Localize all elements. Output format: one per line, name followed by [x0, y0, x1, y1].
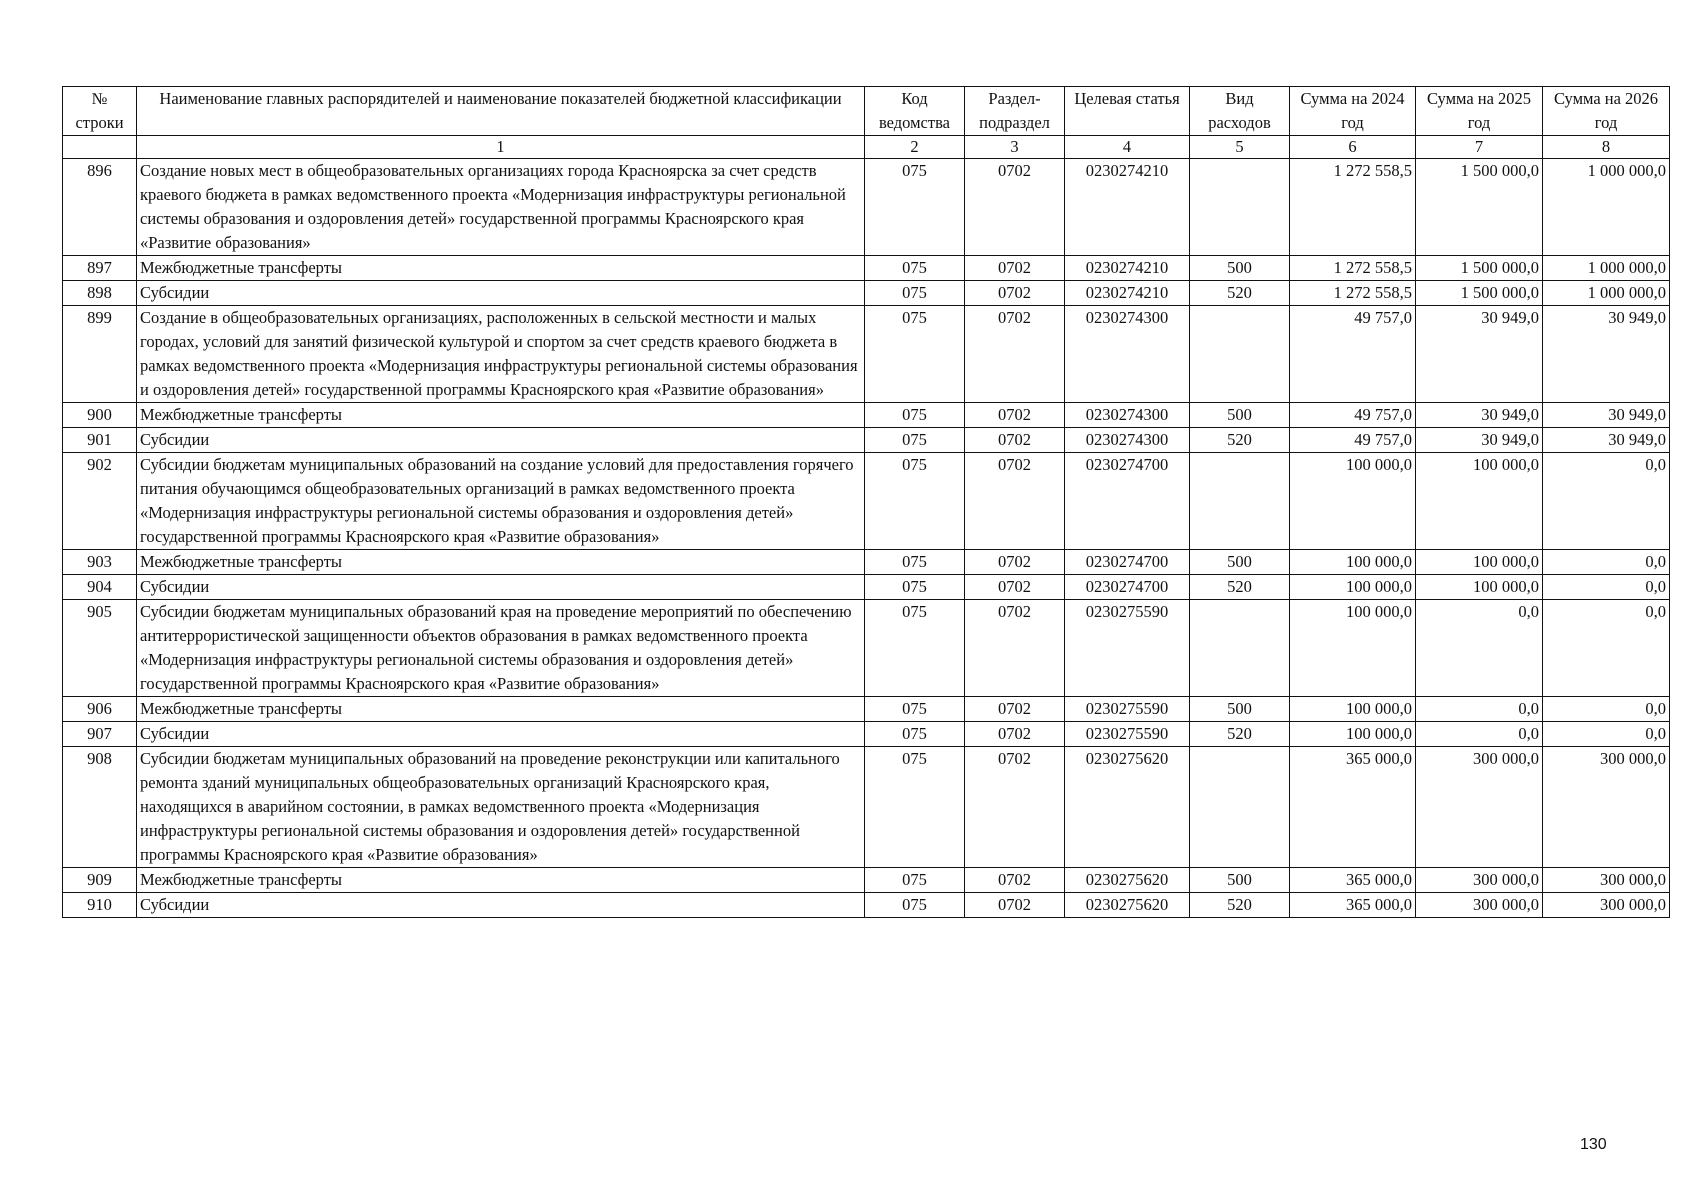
row-name: Межбюджетные трансферты: [137, 697, 865, 722]
header-row: [63, 87, 1670, 136]
row-expense-kind: 520: [1190, 575, 1290, 600]
row-name: Субсидии бюджетам муниципальных образований на проведение реконструкции или капитального ремонта зданий муниципальных общеобразовательных организаций Красноярского края, находящихся в аварийном состоянии, в рамках ведомственного проекта «Модернизация инфраструктуры региональной системы образования и оздоровления детей» государственной программы Красноярского края «Развитие образования»: [137, 747, 865, 868]
row-expense-kind: [1190, 306, 1290, 403]
row-target-article: 0230274300: [1065, 306, 1190, 403]
row-target-article: 0230275620: [1065, 868, 1190, 893]
row-sum-2025: 0,0: [1416, 697, 1543, 722]
row-expense-kind: 520: [1190, 281, 1290, 306]
column-index: [63, 136, 137, 159]
row-name: Субсидии: [137, 893, 865, 918]
row-target-article: 0230275590: [1065, 722, 1190, 747]
row-name: Субсидии бюджетам муниципальных образований края на проведение мероприятий по обеспечению антитеррористической защищенности объектов образования в рамках ведомственного проекта «Модернизация инфраструктуры региональной системы образования и оздоровления детей» государственной программы Красноярского края «Развитие образования»: [137, 600, 865, 697]
budget-table: [62, 86, 1670, 918]
row-sum-2025: 100 000,0: [1416, 453, 1543, 550]
row-target-article: 0230274700: [1065, 550, 1190, 575]
table-body: [63, 159, 1670, 918]
row-sum-2025: 30 949,0: [1416, 403, 1543, 428]
row-section-code: 0702: [965, 256, 1065, 281]
row-department-code: 075: [865, 868, 965, 893]
row-sum-2025: 0,0: [1416, 600, 1543, 697]
row-expense-kind: [1190, 747, 1290, 868]
row-number: 903: [63, 550, 137, 575]
row-expense-kind: 520: [1190, 722, 1290, 747]
column-index: 7: [1416, 136, 1543, 159]
table-row: [63, 550, 1670, 575]
row-sum-2025: 300 000,0: [1416, 747, 1543, 868]
row-sum-2024: 1 272 558,5: [1290, 159, 1416, 256]
row-sum-2024: 365 000,0: [1290, 868, 1416, 893]
row-sum-2025: 1 500 000,0: [1416, 281, 1543, 306]
row-number: 909: [63, 868, 137, 893]
row-target-article: 0230275590: [1065, 600, 1190, 697]
row-expense-kind: 500: [1190, 697, 1290, 722]
row-name: Субсидии бюджетам муниципальных образований на создание условий для предоставления горячего питания обучающимся общеобразовательных организаций в рамках ведомственного проекта «Модернизация инфраструктуры региональной системы образования и оздоровления детей» государственной программы Красноярского края «Развитие образования»: [137, 453, 865, 550]
column-index: 4: [1065, 136, 1190, 159]
row-target-article: 0230274700: [1065, 575, 1190, 600]
row-section-code: 0702: [965, 281, 1065, 306]
row-sum-2026: 30 949,0: [1543, 403, 1670, 428]
row-sum-2024: 365 000,0: [1290, 893, 1416, 918]
row-sum-2026: 0,0: [1543, 697, 1670, 722]
table-row: [63, 159, 1670, 256]
row-section-code: 0702: [965, 453, 1065, 550]
row-sum-2024: 100 000,0: [1290, 550, 1416, 575]
row-sum-2024: 49 757,0: [1290, 403, 1416, 428]
row-sum-2025: 100 000,0: [1416, 575, 1543, 600]
row-sum-2026: 1 000 000,0: [1543, 281, 1670, 306]
row-target-article: 0230274300: [1065, 428, 1190, 453]
row-sum-2024: 49 757,0: [1290, 428, 1416, 453]
row-sum-2024: 49 757,0: [1290, 306, 1416, 403]
row-sum-2024: 100 000,0: [1290, 722, 1416, 747]
row-name: Создание новых мест в общеобразовательных организациях города Красноярска за счет средств краевого бюджета в рамках ведомственного проекта «Модернизация инфраструктуры региональной системы образования и оздоровления детей» государственной программы Красноярского края «Развитие образования»: [137, 159, 865, 256]
row-department-code: 075: [865, 403, 965, 428]
table-row: [63, 697, 1670, 722]
row-section-code: 0702: [965, 868, 1065, 893]
row-name: Межбюджетные трансферты: [137, 256, 865, 281]
header-sum-2025: Сумма на 2025 год: [1416, 87, 1543, 136]
column-index: 6: [1290, 136, 1416, 159]
row-sum-2024: 365 000,0: [1290, 747, 1416, 868]
table-row: [63, 306, 1670, 403]
row-section-code: 0702: [965, 722, 1065, 747]
row-sum-2026: 0,0: [1543, 575, 1670, 600]
row-sum-2026: 30 949,0: [1543, 306, 1670, 403]
row-department-code: 075: [865, 893, 965, 918]
row-expense-kind: [1190, 600, 1290, 697]
row-sum-2025: 30 949,0: [1416, 306, 1543, 403]
row-sum-2026: 0,0: [1543, 600, 1670, 697]
header-num: № строки: [63, 87, 137, 136]
table-row: [63, 747, 1670, 868]
row-department-code: 075: [865, 256, 965, 281]
row-sum-2026: 0,0: [1543, 550, 1670, 575]
row-name: Межбюджетные трансферты: [137, 403, 865, 428]
row-section-code: 0702: [965, 428, 1065, 453]
header-sum-2026: Сумма на 2026 год: [1543, 87, 1670, 136]
header-code: Код ведомства: [865, 87, 965, 136]
row-sum-2026: 0,0: [1543, 722, 1670, 747]
header-target: Целевая статья: [1065, 87, 1190, 136]
row-sum-2026: 30 949,0: [1543, 428, 1670, 453]
row-number: 896: [63, 159, 137, 256]
row-department-code: 075: [865, 722, 965, 747]
row-section-code: 0702: [965, 697, 1065, 722]
row-number: 905: [63, 600, 137, 697]
row-department-code: 075: [865, 453, 965, 550]
row-number: 898: [63, 281, 137, 306]
row-department-code: 075: [865, 281, 965, 306]
row-expense-kind: 500: [1190, 403, 1290, 428]
row-target-article: 0230274700: [1065, 453, 1190, 550]
row-expense-kind: 500: [1190, 868, 1290, 893]
table-row: [63, 428, 1670, 453]
row-department-code: 075: [865, 600, 965, 697]
table-row: [63, 403, 1670, 428]
table-row: [63, 722, 1670, 747]
column-index: 2: [865, 136, 965, 159]
table-row: [63, 575, 1670, 600]
row-department-code: 075: [865, 747, 965, 868]
row-name: Межбюджетные трансферты: [137, 550, 865, 575]
row-section-code: 0702: [965, 600, 1065, 697]
row-department-code: 075: [865, 697, 965, 722]
row-department-code: 075: [865, 550, 965, 575]
row-department-code: 075: [865, 159, 965, 256]
row-section-code: 0702: [965, 575, 1065, 600]
row-department-code: 075: [865, 306, 965, 403]
row-sum-2025: 1 500 000,0: [1416, 159, 1543, 256]
row-expense-kind: 520: [1190, 428, 1290, 453]
table-row: [63, 893, 1670, 918]
row-sum-2024: 1 272 558,5: [1290, 281, 1416, 306]
row-name: Субсидии: [137, 722, 865, 747]
row-expense-kind: 520: [1190, 893, 1290, 918]
row-sum-2024: 100 000,0: [1290, 575, 1416, 600]
row-section-code: 0702: [965, 550, 1065, 575]
column-index: 3: [965, 136, 1065, 159]
row-target-article: 0230274210: [1065, 281, 1190, 306]
column-index-row: [63, 136, 1670, 159]
row-sum-2024: 100 000,0: [1290, 600, 1416, 697]
row-number: 902: [63, 453, 137, 550]
row-number: 899: [63, 306, 137, 403]
row-sum-2026: 1 000 000,0: [1543, 256, 1670, 281]
row-name: Межбюджетные трансферты: [137, 868, 865, 893]
row-department-code: 075: [865, 428, 965, 453]
header-name: Наименование главных распорядителей и наименование показателей бюджетной классификации: [137, 87, 865, 136]
row-sum-2025: 30 949,0: [1416, 428, 1543, 453]
row-number: 906: [63, 697, 137, 722]
page-number: 130: [1580, 1136, 1607, 1153]
row-expense-kind: 500: [1190, 550, 1290, 575]
table-row: [63, 868, 1670, 893]
header-kind: Вид расходов: [1190, 87, 1290, 136]
row-name: Субсидии: [137, 575, 865, 600]
row-expense-kind: [1190, 453, 1290, 550]
row-sum-2024: 100 000,0: [1290, 697, 1416, 722]
row-name: Создание в общеобразовательных организациях, расположенных в сельской местности и малых городах, условий для занятий физической культурой и спортом за счет средств краевого бюджета в рамках ведомственного проекта «Модернизация инфраструктуры региональной системы образования и оздоровления детей» государственной программы Красноярского края «Развитие образования»: [137, 306, 865, 403]
row-target-article: 0230274210: [1065, 256, 1190, 281]
row-section-code: 0702: [965, 747, 1065, 868]
row-number: 908: [63, 747, 137, 868]
row-number: 897: [63, 256, 137, 281]
row-target-article: 0230274300: [1065, 403, 1190, 428]
row-number: 907: [63, 722, 137, 747]
row-sum-2025: 100 000,0: [1416, 550, 1543, 575]
row-sum-2025: 0,0: [1416, 722, 1543, 747]
row-sum-2024: 100 000,0: [1290, 453, 1416, 550]
row-expense-kind: [1190, 159, 1290, 256]
row-target-article: 0230275590: [1065, 697, 1190, 722]
row-department-code: 075: [865, 575, 965, 600]
row-sum-2025: 300 000,0: [1416, 893, 1543, 918]
row-number: 901: [63, 428, 137, 453]
row-expense-kind: 500: [1190, 256, 1290, 281]
row-name: Субсидии: [137, 428, 865, 453]
row-name: Субсидии: [137, 281, 865, 306]
row-sum-2024: 1 272 558,5: [1290, 256, 1416, 281]
header-sum-2024: Сумма на 2024 год: [1290, 87, 1416, 136]
row-sum-2026: 0,0: [1543, 453, 1670, 550]
column-index: 1: [137, 136, 865, 159]
row-sum-2026: 300 000,0: [1543, 747, 1670, 868]
row-number: 910: [63, 893, 137, 918]
row-sum-2026: 300 000,0: [1543, 868, 1670, 893]
header-section: Раздел-подраздел: [965, 87, 1065, 136]
row-target-article: 0230274210: [1065, 159, 1190, 256]
row-sum-2025: 1 500 000,0: [1416, 256, 1543, 281]
row-section-code: 0702: [965, 159, 1065, 256]
row-sum-2025: 300 000,0: [1416, 868, 1543, 893]
table-row: [63, 600, 1670, 697]
row-section-code: 0702: [965, 403, 1065, 428]
table-row: [63, 281, 1670, 306]
row-target-article: 0230275620: [1065, 893, 1190, 918]
column-index: 8: [1543, 136, 1670, 159]
row-target-article: 0230275620: [1065, 747, 1190, 868]
row-sum-2026: 300 000,0: [1543, 893, 1670, 918]
row-section-code: 0702: [965, 306, 1065, 403]
table-row: [63, 453, 1670, 550]
table-row: [63, 256, 1670, 281]
row-section-code: 0702: [965, 893, 1065, 918]
row-number: 900: [63, 403, 137, 428]
row-sum-2026: 1 000 000,0: [1543, 159, 1670, 256]
row-number: 904: [63, 575, 137, 600]
column-index: 5: [1190, 136, 1290, 159]
